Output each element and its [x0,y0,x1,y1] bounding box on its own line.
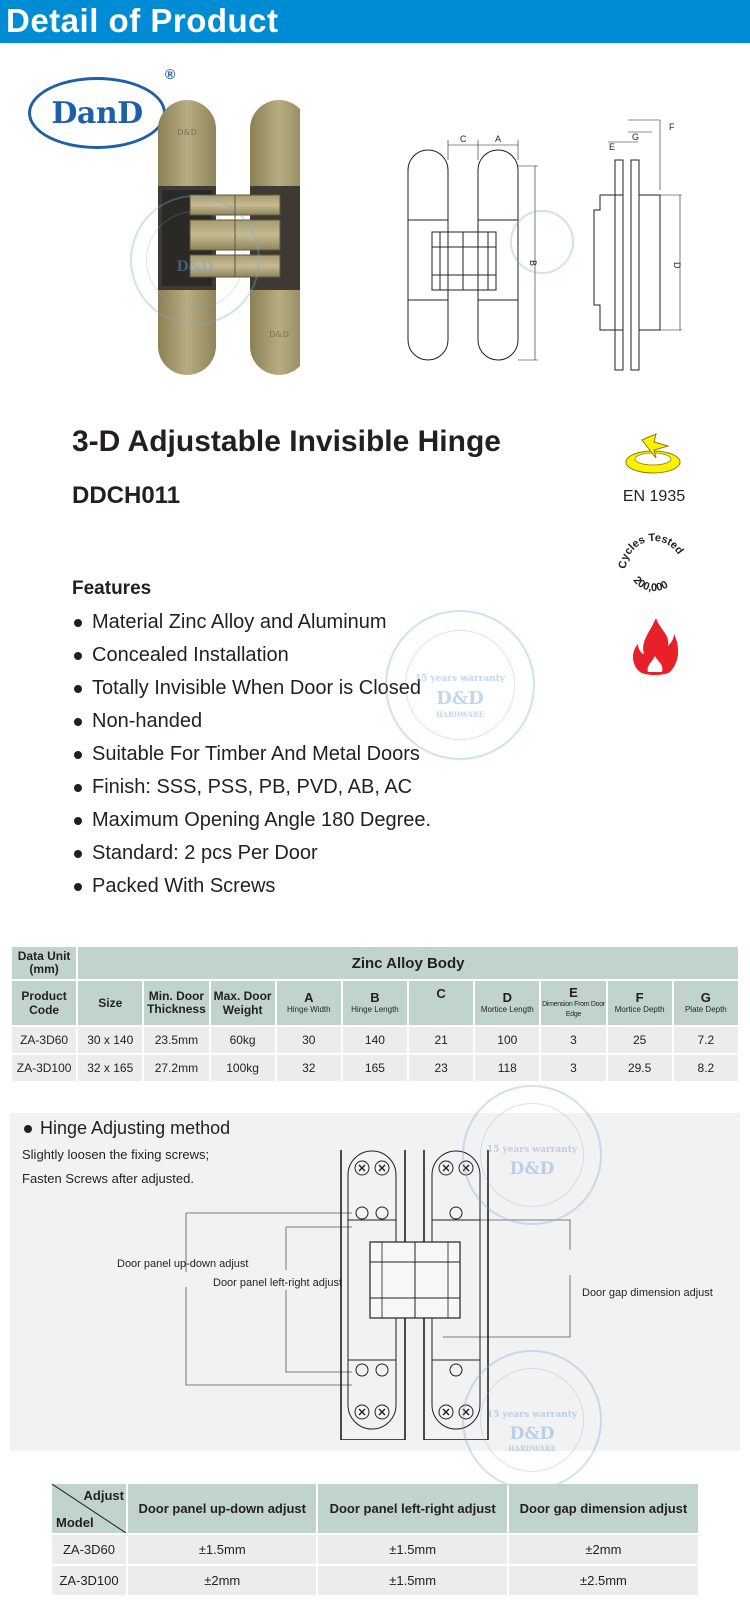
table-row: ZA-3D100 ±2mm ±1.5mm ±2.5mm [52,1566,698,1595]
col-header-g: G Plate Depth [674,981,738,1025]
col-header-min-thickness: Min. Door Thickness [144,981,208,1025]
adjust-range-table [50,1482,700,1597]
watermark-stamp: D&D [130,195,260,325]
fire-rated-icon [630,618,680,676]
col-header-gap: Door gap dimension adjust [509,1484,698,1533]
svg-text:200,000 [631,574,670,594]
data-unit-header: Data Unit (mm) [12,947,76,979]
product-code: DDCH011 [72,482,181,509]
dim-label-d: D [672,262,682,269]
col-header-c: C [409,981,473,1025]
feature-item: Packed With Screws [72,874,431,907]
col-header-max-weight: Max. Door Weight [211,981,275,1025]
dim-label-a: A [495,134,502,144]
col-header-size: Size [78,981,142,1025]
col-header-b: B Hinge Length [343,981,407,1025]
watermark-stamp: 15 years warranty D&D HARDWARE [462,1350,602,1490]
table-row: ZA-3D60 ±1.5mm ±1.5mm ±2mm [52,1535,698,1564]
callout-gap-adjust: Door gap dimension adjust [582,1287,713,1299]
feature-item: Material Zinc Alloy and Aluminum [72,610,431,643]
cycles-tested-badge [614,523,694,603]
adjust-note-1: Slightly loosen the fixing screws; [22,1147,210,1162]
col-header-d: D Mortice Length [475,981,539,1025]
spec-table [10,945,740,1083]
hinge-product-photo [150,100,300,380]
feature-item: Maximum Opening Angle 180 Degree. [72,808,431,841]
bullet-icon [74,619,82,627]
header-bar [0,0,750,43]
bullet-icon [24,1125,32,1133]
dim-label-b: B [528,260,538,267]
feature-item: Suitable For Timber And Metal Doors [72,742,431,775]
product-title: 3-D Adjustable Invisible Hinge [72,425,501,458]
dim-label-g: G [632,132,640,142]
callout-left-right-adjust: Door panel left-right adjust [213,1277,343,1289]
svg-text:Cycles Tested [617,532,686,570]
bullet-icon [74,751,82,759]
hinge-dimension-drawing [380,110,700,380]
feature-item: Standard: 2 pcs Per Door [72,841,431,874]
feature-item: Concealed Installation [72,643,431,676]
dim-label-f: F [669,122,675,132]
brand-logo-text: DanD [51,95,143,131]
adjusting-method-title: Hinge Adjusting method [24,1118,230,1139]
table-row: ZA-3D100 32 x 165 27.2mm 100kg 32 165 23 118 3 29.5 8.2 [12,1055,738,1081]
adjust-model-corner-header: Adjust Model [52,1484,126,1533]
bullet-icon [74,784,82,792]
svg-text:D&D: D&D [177,128,197,137]
bullet-icon [74,850,82,858]
en1935-label: EN 1935 [622,488,686,505]
dim-label-e: E [609,142,616,152]
feature-item: Finish: SSS, PSS, PB, PVD, AB, AC [72,775,431,808]
body-title-header: Zinc Alloy Body [78,947,738,979]
feature-item: Totally Invisible When Door is Closed [72,676,431,709]
callout-up-down-adjust: Door panel up-down adjust [117,1258,249,1270]
col-header-left-right: Door panel left-right adjust [318,1484,506,1533]
bullet-icon [74,718,82,726]
watermark-stamp: 15 years warranty D&D [462,1085,602,1225]
table-row: ZA-3D60 30 x 140 23.5mm 60kg 30 140 21 100 3 25 7.2 [12,1027,738,1053]
registered-mark: ® [165,66,176,82]
features-list [72,610,431,907]
svg-text:D&D: D&D [269,330,289,339]
bullet-icon [74,652,82,660]
bullet-icon [74,817,82,825]
col-header-e: E Dimension From Door Edge [541,981,605,1025]
watermark-stamp: 15 years warranty D&D HARDWARE [385,610,535,760]
bullet-icon [74,883,82,891]
page-title: Detail of Product [6,2,279,39]
cycles-tested-text: Cycles Tested [616,531,686,570]
adjust-note-2: Fasten Screws after adjusted. [22,1171,194,1186]
dim-label-c: C [460,134,467,144]
bullet-icon [74,685,82,693]
col-header-f: F Mortice Depth [608,981,672,1025]
feature-item: Non-handed [72,709,431,742]
en1935-rotation-icon [618,432,688,480]
col-header-up-down: Door panel up-down adjust [128,1484,316,1533]
features-heading: Features [72,578,152,599]
cycles-count-text: 200,000 [630,574,671,595]
col-header-product-code: Product Code [12,981,76,1025]
col-header-a: A Hinge Width [277,981,341,1025]
brand-logo [28,77,166,149]
